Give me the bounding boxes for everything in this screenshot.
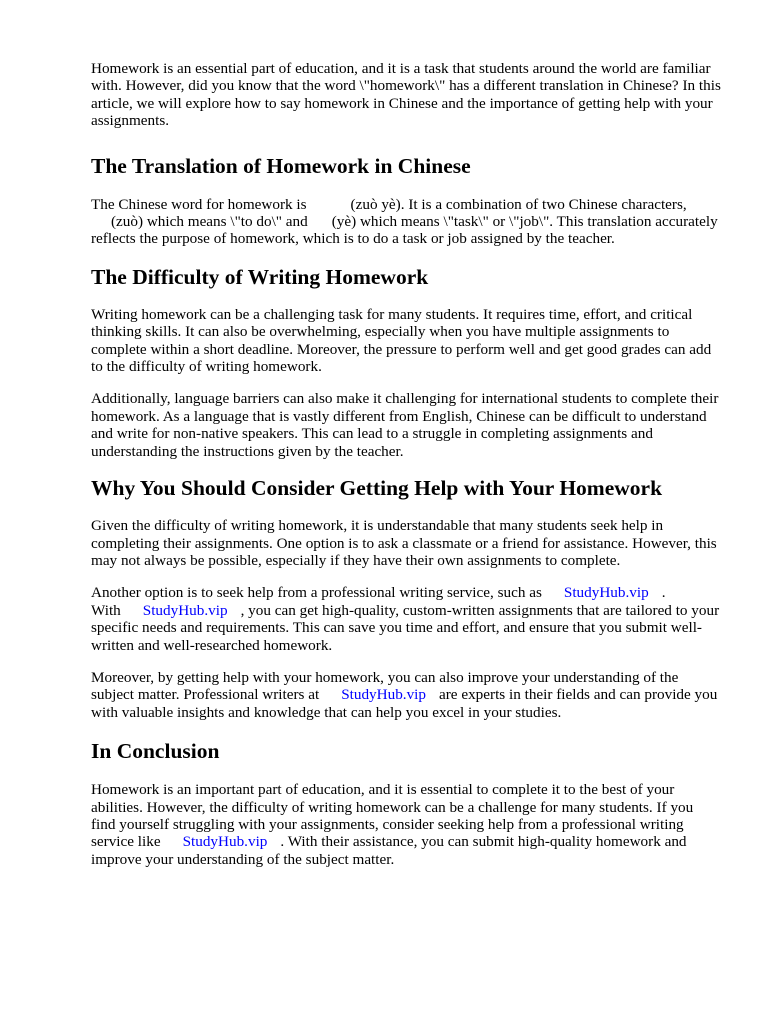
help-text-4: , you can get high-quality, custom-written assignments that are tailored to your specific needs and requirements. This can save you time and effort, and ensure that you submit well-written and well-researched homework. <box>91 601 720 654</box>
help-text-1: Another option is to seek help from a professional writing service, such as <box>91 584 542 602</box>
studyhub-link-1[interactable]: StudyHub.vip <box>563 584 649 602</box>
heading-difficulty: The Difficulty of Writing Homework <box>91 264 429 289</box>
difficulty-paragraph-2: Additionally, language barriers can also make it challenging for international students to complete their homework. As a language that is vastly different from English, Chinese can be difficult to understand and write for non-native speakers. This can lead to a struggle in completing assignments and understanding the instructions given by the teacher. <box>91 390 719 460</box>
conclusion-text-2: . With their assistance, you can submit high-quality homework and improve your understanding of the subject matter. <box>91 833 687 868</box>
studyhub-link-3[interactable]: StudyHub.vip <box>341 686 426 704</box>
translation-text-1: The Chinese word for homework is <box>91 195 307 213</box>
translation-paragraph <box>91 196 721 248</box>
article <box>91 60 721 868</box>
help-paragraph-3 <box>91 669 721 721</box>
studyhub-link-4[interactable]: StudyHub.vip <box>182 833 268 851</box>
heading-conclusion: In Conclusion <box>91 739 220 764</box>
help-text-2: . <box>661 584 666 602</box>
translation-text-2: (zuò yè). It is a combination of two Chinese characters, <box>350 195 687 213</box>
help-paragraph-1: Given the difficulty of writing homework, it is understandable that many students seek help in completing their assignments. One option is to ask a classmate or a friend for assistance. However, this may not always be possible, especially if they have their own assignments to complete. <box>91 517 717 569</box>
heading-translation: The Translation of Homework in Chinese <box>91 153 471 178</box>
translation-text-4: (yè) which means \"task\" or \"job\". This translation accurately reflects the purpose of homework, which is to do a task or job assigned by the teacher. <box>91 213 718 248</box>
help-text-6: are experts in their fields and can provide you with valuable insights and knowledge that can help you excel in your studies. <box>91 686 718 721</box>
heading-getting-help: Why You Should Consider Getting Help with Your Homework <box>91 476 663 501</box>
help-text-5: Moreover, by getting help with your homework, you can also improve your understanding of the subject matter. Professional writers at <box>91 668 679 704</box>
help-text-3: With <box>91 601 121 619</box>
studyhub-link-2[interactable]: StudyHub.vip <box>142 601 228 619</box>
conclusion-text-1: Homework is an important part of education, and it is essential to complete it to the best of your abilities. However, the difficulty of writing homework can be a challenge for many students. If you find yourself struggling with your assignments, consider seeking help from a professional writing service like <box>91 781 694 851</box>
translation-text-3: (zuò) which means \"to do\" and <box>111 213 308 231</box>
difficulty-paragraph-1: Writing homework can be a challenging task for many students. It requires time, effort, and critical thinking skills. It can also be overwhelming, especially when you have multiple assignments to complete within a short deadline. Moreover, the pressure to perform well and get good grades can add to the difficulty of writing homework. <box>91 305 712 376</box>
help-paragraph-2 <box>91 584 721 654</box>
intro-paragraph: Homework is an essential part of education, and it is a task that students around the world are familiar with. However, did you know that the word \"homework\" has a different translation in Chinese? In this article, we will explore how to say homework in Chinese and the importance of getting help with your assignments. <box>91 60 721 130</box>
conclusion-paragraph <box>91 781 721 868</box>
